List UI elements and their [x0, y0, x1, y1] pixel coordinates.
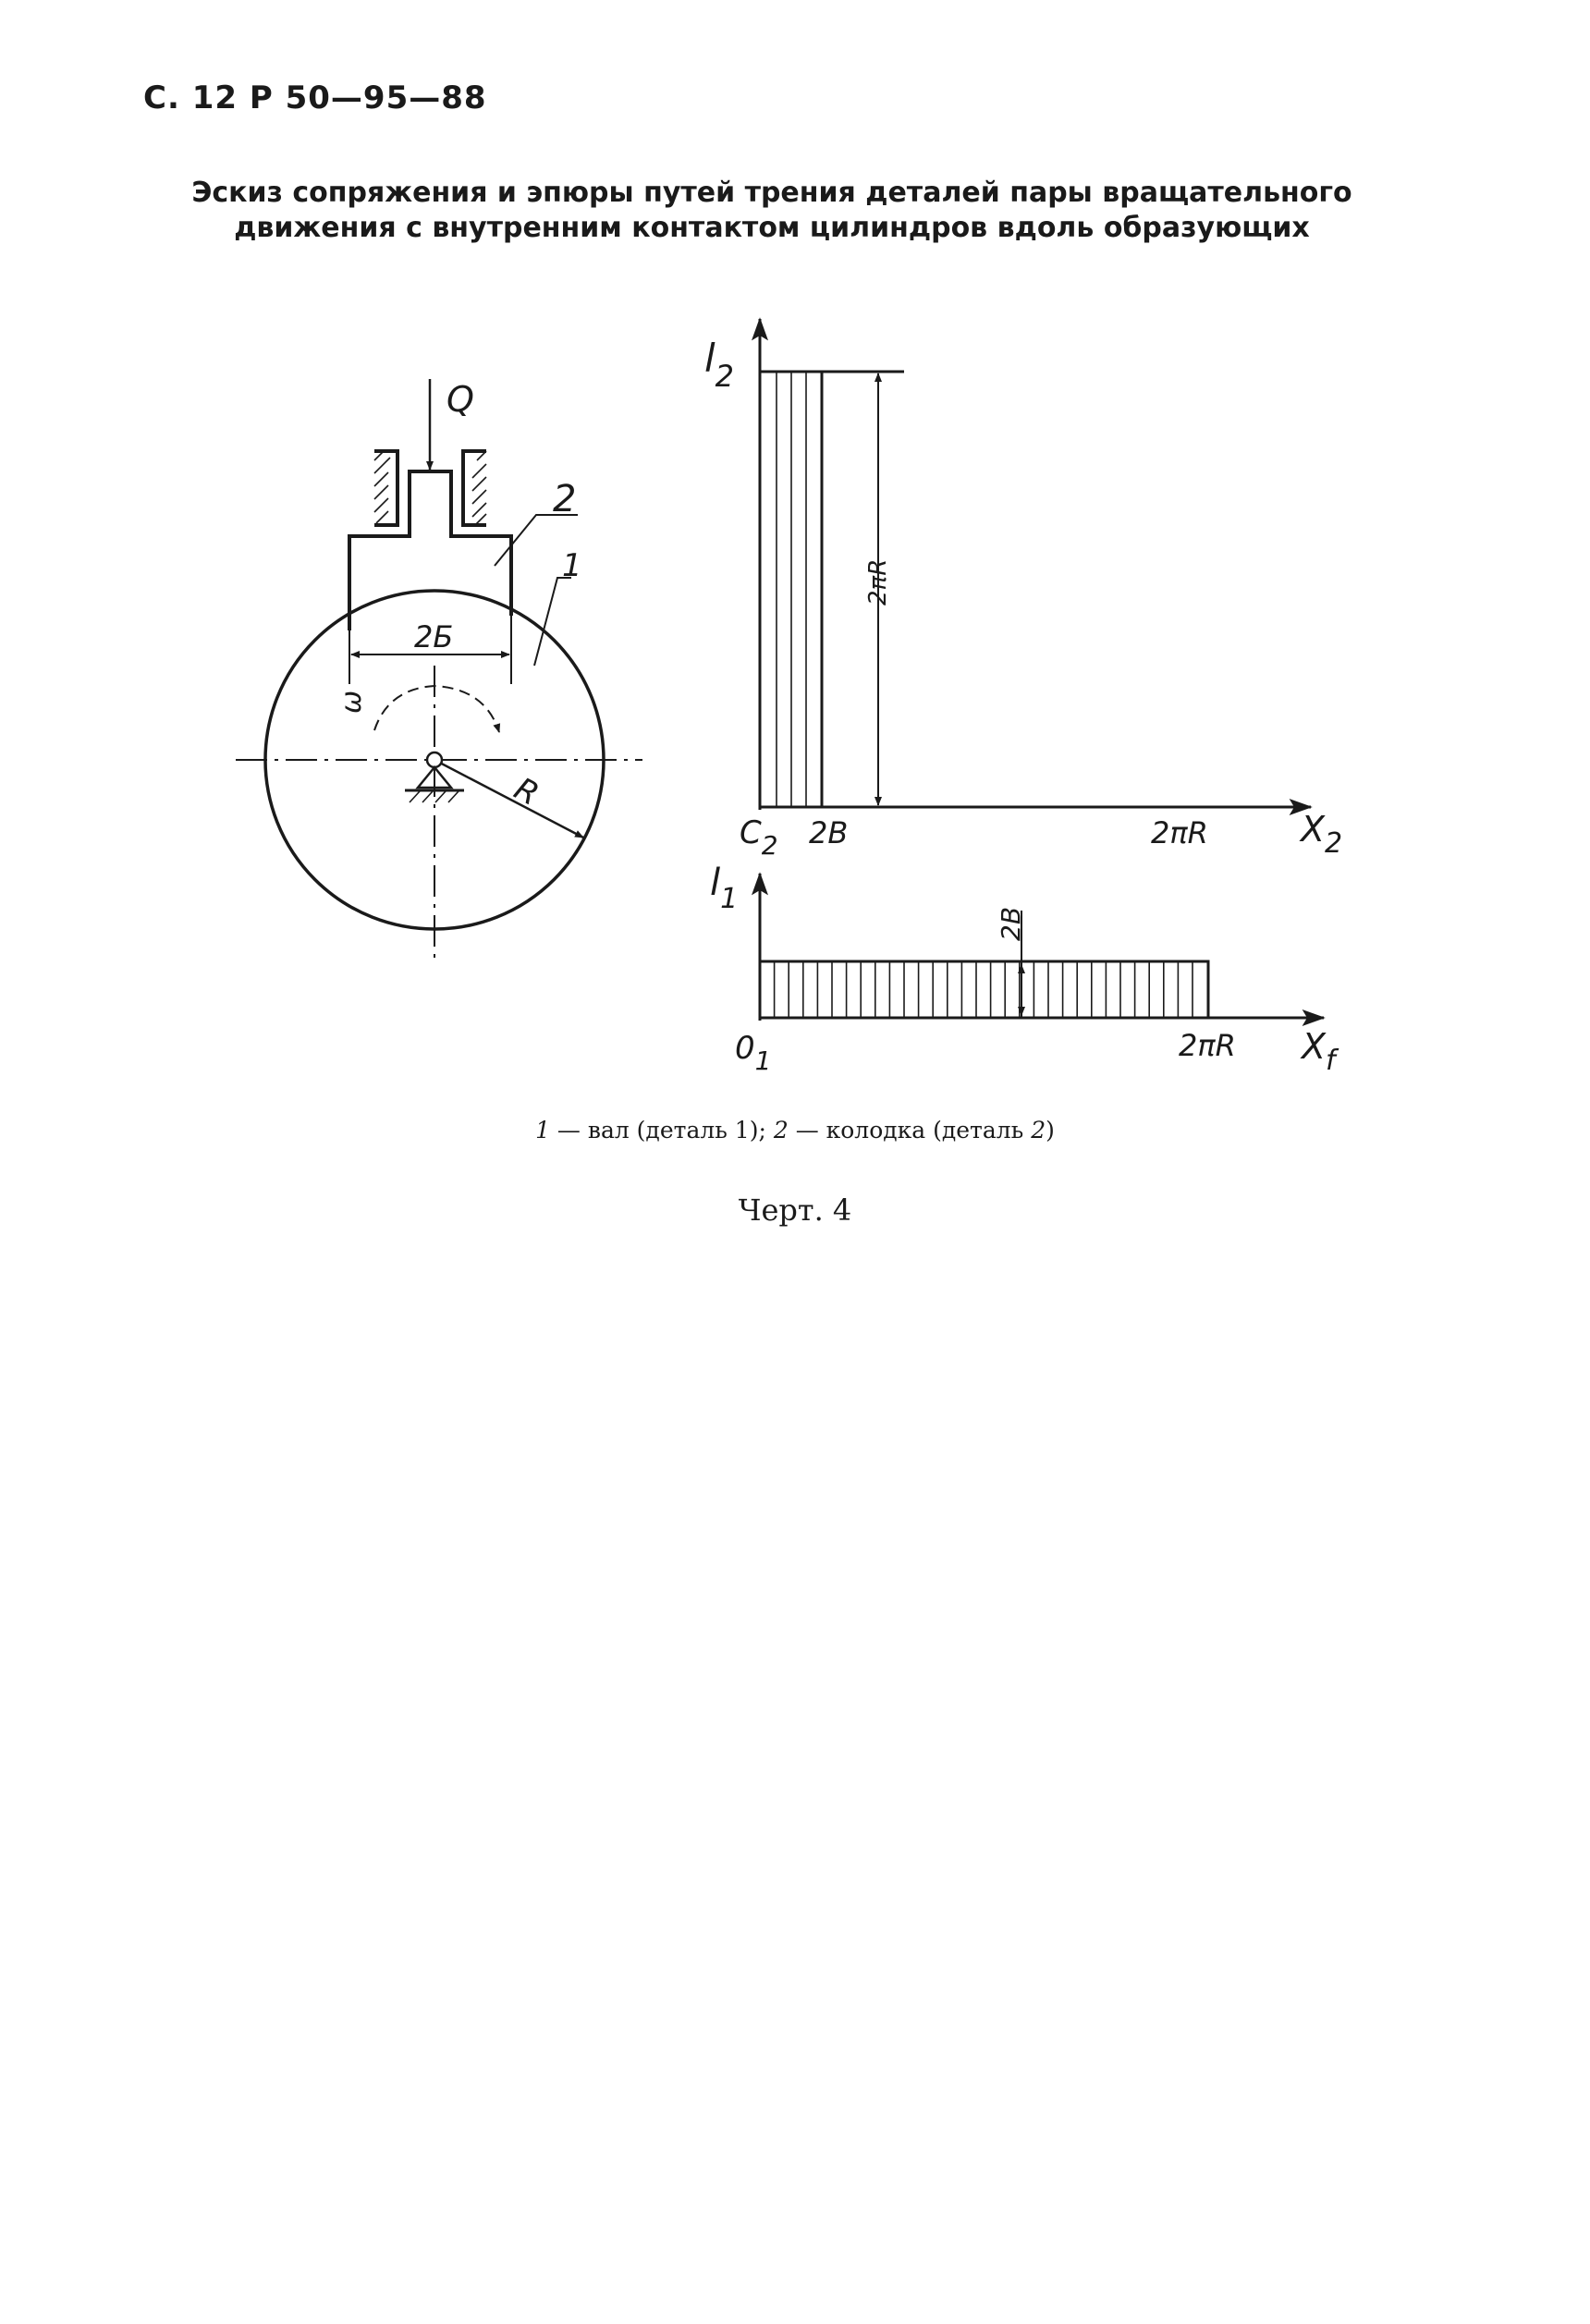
part2-number: 2 [553, 478, 577, 520]
upper-epure-hatching [777, 372, 806, 807]
upper-diagram [760, 319, 1311, 810]
legend-item2-text: — колодка (деталь [795, 1117, 1024, 1144]
part1-number: 1 [562, 547, 582, 584]
shoe-width-label: 2Б [414, 619, 454, 654]
upper-height-dimension-label: 2πR [864, 558, 892, 605]
lower-x-axis-label: $X_f$ [1302, 1026, 1336, 1077]
pivot-center [427, 752, 442, 767]
lower-epure-rect [760, 961, 1208, 1018]
legend-item2-detail: 2 [1031, 1117, 1046, 1144]
page-header: С. 12 Р 50—95—88 [143, 80, 487, 116]
load-label: Q [446, 379, 474, 420]
legend-item2-number: 2 [773, 1117, 789, 1144]
lower-y-axis-label: $l_1$ [710, 862, 739, 915]
upper-y-axis-label: $l_2$ [704, 336, 735, 394]
figure-label: Черт. 4 [738, 1193, 852, 1228]
upper-origin-label: $C_2$ [740, 814, 778, 861]
legend-item1-number: 1 [535, 1117, 550, 1144]
legend-item1-text: — вал (деталь 1); [556, 1117, 766, 1144]
angular-velocity-label: ω [336, 690, 368, 714]
lower-origin-label: $0_1$ [735, 1030, 772, 1076]
radius-label: R [508, 770, 545, 813]
technical-drawing [0, 0, 1590, 1156]
lower-diagram [760, 874, 1324, 1021]
upper-x-axis-label: $X_2$ [1301, 809, 1343, 860]
legend-item2-close: ) [1046, 1117, 1055, 1144]
lower-end-tick-label: 2πR [1179, 1028, 1236, 1063]
radius-arrow [434, 760, 583, 838]
upper-width-tick-label: 2B [809, 815, 849, 850]
parts-legend [0, 1117, 1590, 1144]
figure-title-line-2: движения с внутренним контактом цилиндров вдоль образующих [234, 212, 1310, 244]
figure-title-line-1: Эскиз сопряжения и эпюры путей трения деталей пары вращательного [191, 177, 1352, 209]
lower-epure-hatching [775, 961, 1192, 1018]
contact-sketch [236, 379, 642, 961]
shoe-body [349, 471, 511, 630]
upper-end-tick-label: 2πR [1151, 815, 1208, 850]
rotation-arc [374, 686, 499, 732]
lower-height-dimension-label: 2B [996, 906, 1026, 941]
